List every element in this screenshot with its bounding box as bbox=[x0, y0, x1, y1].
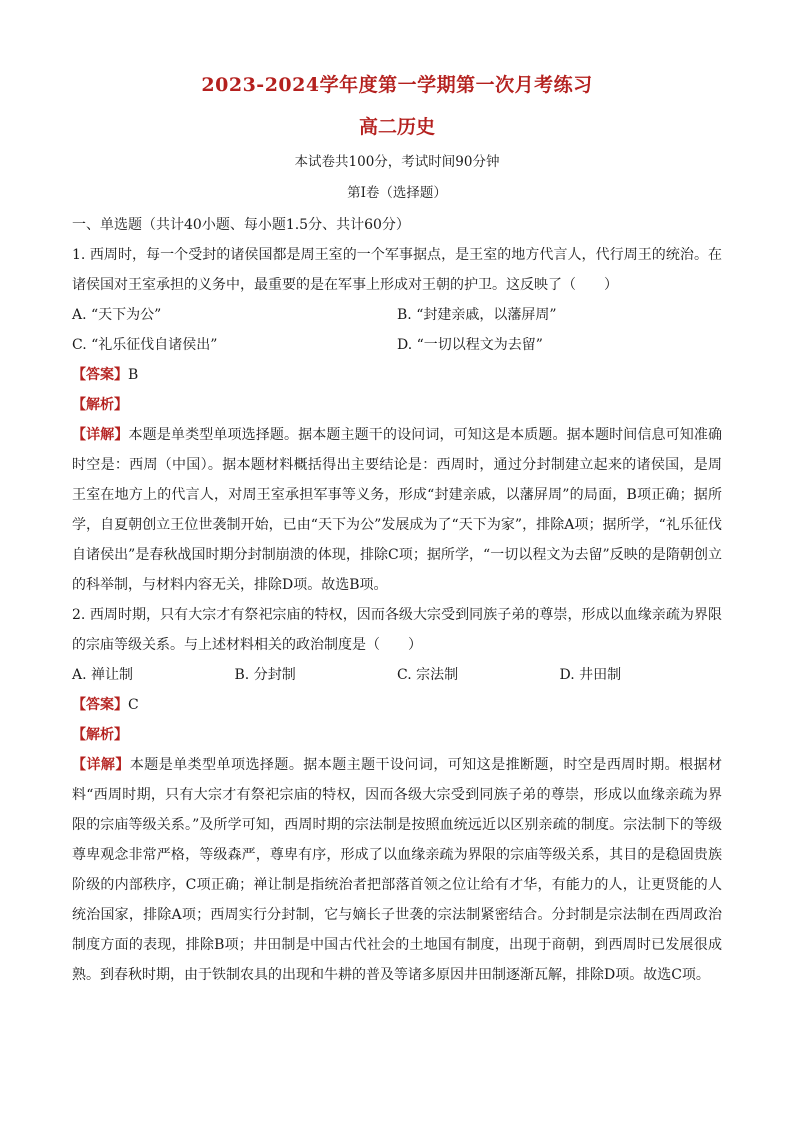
option-d: D. 井田制 bbox=[559, 667, 622, 683]
exam-title: 2023-2024学年度第一学期第一次月考练习 bbox=[201, 74, 593, 96]
answer-line bbox=[72, 690, 722, 720]
analysis-tag: 【解析】 bbox=[72, 397, 128, 413]
analysis-line bbox=[72, 390, 722, 420]
detail-text: 本题是单类型单项选择题。据本题主题干设问词，可知这是推断题，时空是西周时期。根据材料“西周时期，只有大宗才有祭祀宗庙的特权，因而各级大宗受到同族子弟的尊崇，形成以血缘亲疏为界限的宗庙等级关系。”及所学可知，西周时期的宗法制是按照血统远近以区别亲疏的制度。宗法制下的等级尊卑观念非常严格，等级森严，尊卑有序，形成了以血缘亲疏为界限的宗庙等级关系，其目的是稳固贵族阶级的内部秩序，C项正确；禅让制是指统治者把部落首领之位让给有才华，有能力的人，让更贤能的人统治国家，排除A项；西周实行分封制，它与嫡长子世袭的宗法制紧密结合。分封制是宗法制在西周政治制度方面的表现，排除B项；井田制是中国古代社会的土地国有制度，出现于商朝，到西周时已发展很成熟。到春秋时期，由于铁制农具的出现和牛耕的普及等诸多原因井田制逐渐瓦解，排除D项。故选C项。 bbox=[72, 757, 723, 983]
question-stem: 2. 西周时期，只有大宗才有祭祀宗庙的特权，因而各级大宗受到同族子弟的尊崇，形成以血缘亲疏为界限的宗庙等级关系。与上述材料相关的政治制度是（ ） bbox=[72, 607, 722, 653]
option-c: C. 宗法制 bbox=[397, 667, 459, 683]
detail-paragraph bbox=[72, 750, 722, 990]
option-b: B. 分封制 bbox=[234, 667, 296, 683]
option-b: B. “封建亲戚，以藩屏周” bbox=[397, 307, 557, 323]
subject-title: 高二历史 bbox=[358, 116, 435, 138]
option-d: D. “一切以程文为去留” bbox=[397, 337, 543, 353]
option-a: A. “天下为公” bbox=[72, 307, 162, 323]
option-c: C. “礼乐征伐自诸侯出” bbox=[72, 337, 218, 353]
detail-tag: 【详解】 bbox=[72, 427, 129, 443]
option-row bbox=[72, 300, 722, 330]
answer-value: C bbox=[128, 697, 139, 713]
option-row bbox=[72, 330, 722, 360]
detail-text: 本题是单类型单项选择题。据本题主题干的设问词，可知这是本质题。据本题时间信息可知准确时空是：西周（中国）。据本题材料概括得出主要结论是：西周时，通过分封制建立起来的诸侯国，是周王室在地方上的代言人，对周王室承担军事等义务，形成“封建亲戚，以藩屏周”的局面，B项正确；据所学，自夏朝创立王位世袭制开始，已由“天下为公”发展成为了“天下为家”，排除A项；据所学，“礼乐征伐自诸侯出”是春秋战国时期分封制崩溃的体现，排除C项；据所学，“一切以程文为去留”反映的是隋朝创立的科举制，与材料内容无关，排除D项。故选B项。 bbox=[72, 427, 723, 593]
answer-value: B bbox=[128, 367, 139, 383]
detail-paragraph bbox=[72, 420, 722, 600]
answer-tag: 【答案】 bbox=[72, 697, 128, 713]
answer-line bbox=[72, 360, 722, 390]
answer-tag: 【答案】 bbox=[72, 367, 128, 383]
analysis-line bbox=[72, 720, 722, 750]
volume-label: 第Ⅰ卷（选择题） bbox=[347, 185, 447, 201]
section-heading: 一、单选题（共计40小题、每小题1.5分、共计60分） bbox=[72, 217, 410, 233]
option-row bbox=[72, 660, 722, 690]
exam-info: 本试卷共100分，考试时间90分钟 bbox=[294, 154, 500, 170]
detail-tag: 【详解】 bbox=[72, 757, 130, 773]
exam-content bbox=[72, 210, 722, 990]
option-a: A. 禅让制 bbox=[72, 667, 134, 683]
question-stem: 1. 西周时，每一个受封的诸侯国都是周王室的一个军事据点，是王室的地方代言人，代行周王的统治。在诸侯国对王室承担的义务中，最重要的是在军事上形成对王朝的护卫。这反映了（ ） bbox=[72, 247, 722, 293]
analysis-tag: 【解析】 bbox=[72, 727, 128, 743]
